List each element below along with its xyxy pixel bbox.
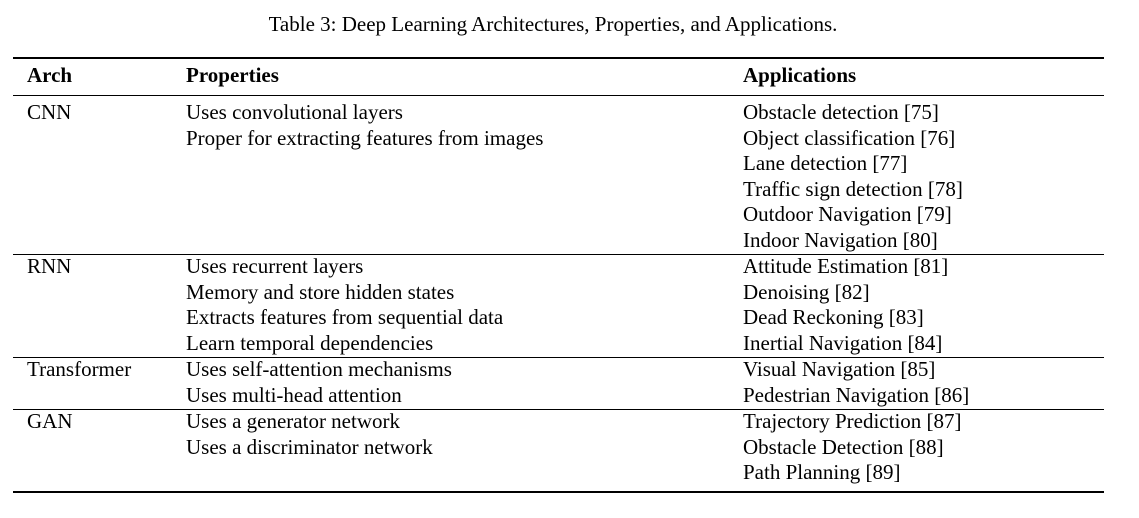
application-line: Object classification [76] (743, 125, 956, 150)
application-line: Obstacle detection [75] (743, 100, 939, 124)
property-line: Proper for extracting features from images (186, 125, 544, 150)
application-line: Inertial Navigation [84] (743, 330, 943, 355)
property-line: Uses self-attention mechanisms (186, 357, 452, 381)
property-line: Uses convolutional layers (186, 100, 403, 124)
header-properties: Properties (186, 63, 279, 87)
table-caption: Table 3: Deep Learning Architectures, Properties, and Applications. (268, 12, 838, 36)
application-line: Trajectory Prediction [87] (743, 409, 962, 433)
application-line: Attitude Estimation [81] (743, 254, 949, 278)
property-line: Uses a discriminator network (186, 434, 433, 459)
properties-cell (186, 409, 433, 460)
application-line: Obstacle Detection [88] (743, 434, 944, 459)
applications-cell (743, 254, 948, 356)
properties-cell (186, 100, 543, 151)
properties-cell (186, 357, 452, 408)
header-applications: Applications (743, 63, 857, 87)
bottom-rule (13, 491, 1104, 493)
property-line: Uses recurrent layers (186, 254, 364, 278)
property-line: Memory and store hidden states (186, 279, 455, 304)
applications-cell (743, 357, 969, 408)
application-line: Outdoor Navigation [79] (743, 202, 952, 227)
application-line: Visual Navigation [85] (743, 357, 936, 381)
header-arch: Arch (27, 63, 73, 87)
property-line: Uses multi-head attention (186, 382, 402, 407)
application-line: Pedestrian Navigation [86] (743, 382, 970, 407)
application-line: Dead Reckoning [83] (743, 305, 924, 330)
property-line: Learn temporal dependencies (186, 330, 434, 355)
application-line: Path Planning [89] (743, 460, 901, 485)
application-line: Indoor Navigation [80] (743, 227, 938, 252)
arch-cell: Transformer (27, 357, 132, 381)
applications-cell (743, 409, 962, 486)
application-line: Denoising [82] (743, 279, 870, 304)
properties-cell (186, 254, 503, 356)
application-line: Traffic sign detection [78] (743, 176, 963, 201)
application-line: Lane detection [77] (743, 151, 908, 176)
property-line: Uses a generator network (186, 409, 400, 433)
arch-cell: CNN (27, 100, 72, 124)
arch-cell: GAN (27, 409, 73, 433)
property-line: Extracts features from sequential data (186, 305, 504, 330)
applications-cell (743, 100, 963, 254)
arch-cell: RNN (27, 254, 72, 278)
header-rule (13, 95, 1104, 96)
top-rule (13, 57, 1104, 59)
